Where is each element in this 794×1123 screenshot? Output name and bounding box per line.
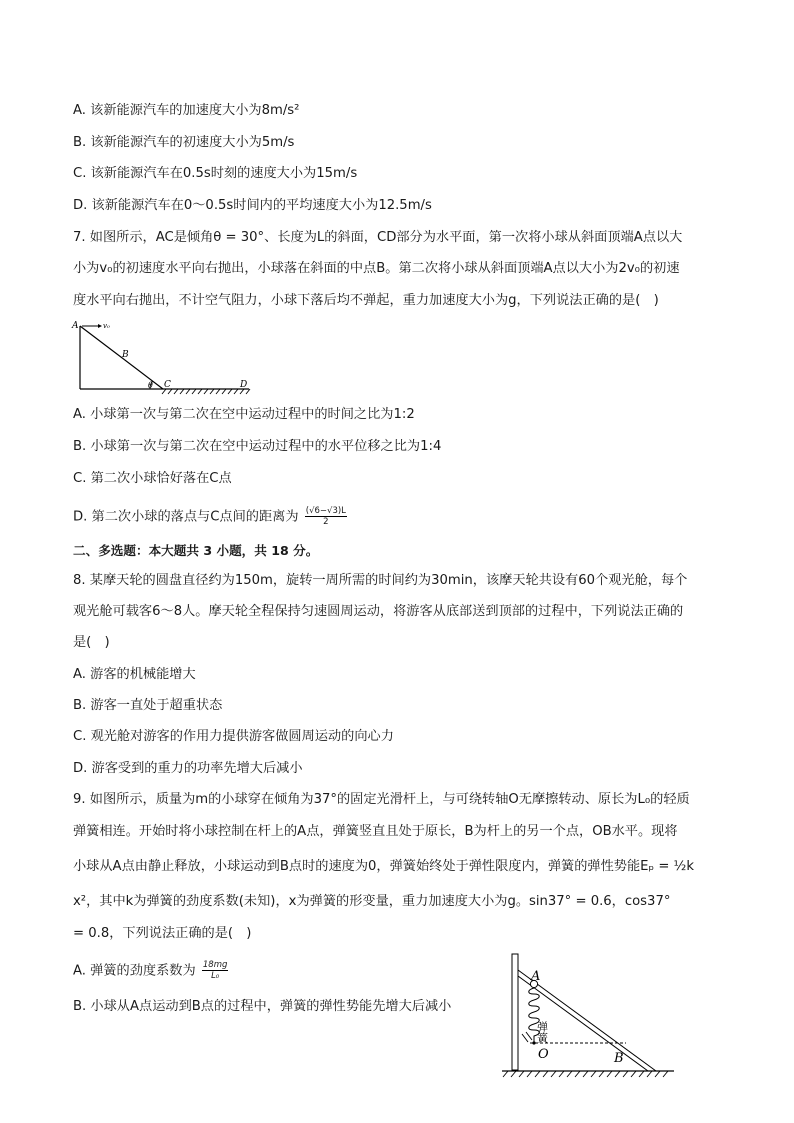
q9-option-a-text: A. 弹簧的劲度系数为	[73, 963, 196, 979]
q9-label-a: A	[531, 969, 541, 984]
q7-option-d-text: D. 第二次小球的落点与C点间的距离为	[73, 509, 299, 525]
q9-stem-line-5: = 0.8，下列说法正确的是( )	[73, 926, 252, 941]
q9-option-a-fraction	[202, 960, 229, 981]
q9-label-b: B	[614, 1051, 624, 1066]
q6-option-d: D. 该新能源汽车在0～0.5s时间内的平均速度大小为12.5m/s	[73, 198, 432, 213]
q9-spring-rod-figure	[498, 950, 676, 1080]
q9-label-o: O	[538, 1047, 549, 1062]
q8-option-b: B. 游客一直处于超重状态	[73, 698, 223, 713]
q7-option-c: C. 第二次小球恰好落在C点	[73, 471, 232, 486]
q9-option-b: B. 小球从A点运动到B点的过程中，弹簧的弹性势能先增大后减小	[73, 999, 452, 1014]
q7-stem-line-2: 小为v₀的初速度水平向右抛出，小球落在斜面的中点B。第二次将小球从斜面顶端A点以大小为2v₀的初速	[73, 261, 680, 276]
q9-stem-line-4: x²，其中k为弹簧的劲度系数(未知)，x为弹簧的形变量，重力加速度大小为g。sin37° = 0.6，cos37°	[73, 894, 671, 909]
q7-label-c: C	[164, 380, 171, 390]
q9-stem-line-1: 9. 如图所示，质量为m的小球穿在倾角为37°的固定光滑杆上，与可绕转轴O无摩擦转动、原长为L₀的轻质	[73, 792, 690, 807]
q7-stem-line-1: 7. 如图所示，AC是倾角θ = 30°、长度为L的斜面，CD部分为水平面，第一次将小球从斜面顶端A点以大	[73, 230, 683, 245]
q7-label-b: B	[122, 350, 129, 360]
q7-option-d	[73, 506, 347, 527]
fraction-numerator: 18mg	[202, 960, 228, 970]
q8-stem-line-2: 观光舱可载客6～8人。摩天轮全程保持匀速圆周运动，将游客从底部送到顶部的过程中，下列说法正确的	[73, 604, 684, 619]
q7-option-d-fraction	[305, 506, 347, 527]
q8-stem-line-1: 8. 某摩天轮的圆盘直径约为150m，旋转一周所需的时间约为30min，该摩天轮共设有60个观光舱，每个	[73, 573, 688, 588]
q7-label-v0: v₀	[103, 322, 110, 330]
q7-label-d: D	[240, 380, 248, 390]
fraction-denominator: 2	[323, 517, 329, 527]
q6-option-b: B. 该新能源汽车的初速度大小为5m/s	[73, 135, 295, 150]
q8-option-c: C. 观光舱对游客的作用力提供游客做圆周运动的向心力	[73, 729, 394, 744]
q8-option-a: A. 游客的机械能增大	[73, 667, 196, 682]
fraction-numerator: (√6−√3)L	[305, 506, 346, 516]
q9-option-a	[73, 960, 228, 981]
q7-option-a: A. 小球第一次与第二次在空中运动过程中的时间之比为1:2	[73, 407, 415, 422]
q9-stem-line-2: 弹簧相连。开始时将小球控制在杆上的A点，弹簧竖直且处于原长，B为杆上的另一个点，OB水平。现将	[73, 824, 678, 839]
fraction-denominator: L₀	[211, 971, 220, 981]
q7-option-b: B. 小球第一次与第二次在空中运动过程中的水平位移之比为1:4	[73, 439, 442, 454]
q6-option-a: A. 该新能源汽车的加速度大小为8m/s²	[73, 103, 300, 118]
q9-stem-line-3: 小球从A点由静止释放，小球运动到B点时的速度为0，弹簧始终处于弹性限度内，弹簧的弹性势能Eₚ = ½k	[73, 859, 694, 874]
q7-label-theta: θ	[148, 381, 153, 390]
section-2-heading: 二、多选题：本大题共 3 小题，共 18 分。	[73, 543, 319, 558]
q9-label-spring: 弹簧	[535, 1021, 549, 1043]
q8-option-d: D. 游客受到的重力的功率先增大后减小	[73, 761, 303, 776]
q7-stem-line-3: 度水平向右抛出，不计空气阻力，小球下落后均不弹起，重力加速度大小为g，下列说法正确的是( )	[73, 293, 659, 308]
q7-label-a: A	[72, 321, 79, 331]
q6-option-c: C. 该新能源汽车在0.5s时刻的速度大小为15m/s	[73, 166, 358, 181]
q8-stem-line-3: 是( )	[73, 635, 110, 650]
q7-incline-figure	[66, 316, 266, 398]
